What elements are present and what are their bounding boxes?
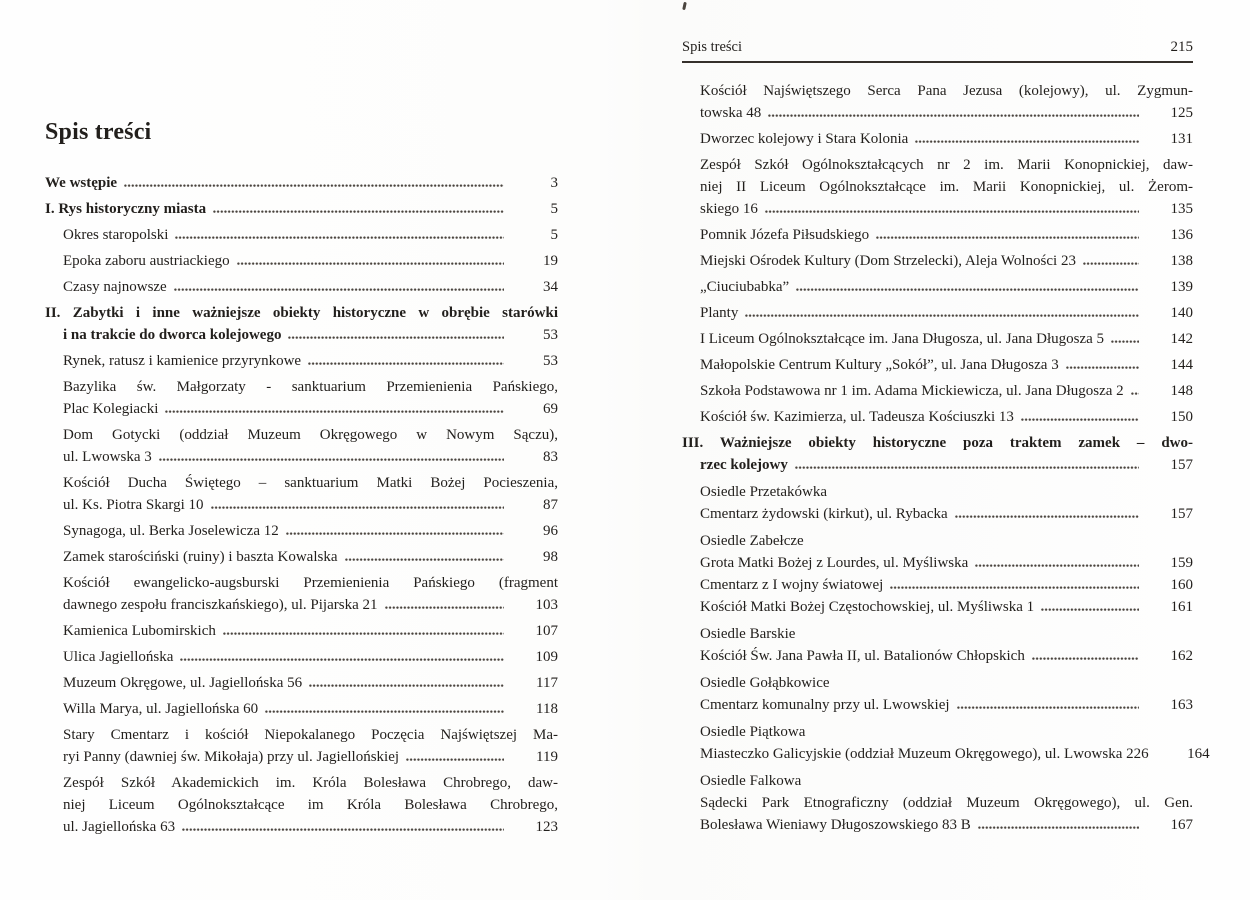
entry-page-number: 131	[1170, 131, 1193, 147]
entry-title: Pomnik Józefa Piłsudskiego	[700, 227, 870, 243]
toc-entry	[45, 672, 558, 694]
dotted-leader	[978, 824, 1139, 829]
entry-title-line: niej II Liceum Ogólnokształcące im. Marii Konopnickiej, ul. Żerom-	[700, 179, 1193, 195]
dotted-leader	[237, 260, 504, 265]
toc-entry	[45, 250, 558, 272]
entry-title-line: Kościół Ducha Świętego – sanktuarium Matki Bożej Pocieszenia,	[63, 475, 558, 491]
toc-entry	[682, 302, 1193, 324]
dotted-leader	[1021, 416, 1139, 421]
entry-title-line: Kościół ewangelicko-augsburski Przemienienia Pańskiego (fragment	[63, 575, 558, 591]
entry-page-number: 163	[1170, 697, 1193, 713]
dotted-leader	[915, 138, 1139, 143]
entry-title-line: Zespół Szkół Akademickich im. Króla Bolesława Chrobrego, daw-	[63, 775, 558, 791]
entry-title: Małopolskie Centrum Kultury „Sokół”, ul. Jana Długosza 3	[700, 357, 1059, 373]
scan-artifact	[682, 2, 687, 10]
toc-entry	[682, 432, 1193, 476]
entry-page-number: 5	[550, 201, 558, 217]
dotted-leader	[1131, 390, 1139, 395]
dotted-leader	[765, 208, 1139, 213]
dotted-leader	[406, 756, 504, 761]
entry-title: I Liceum Ogólnokształcące im. Jana Długosza, ul. Jana Długosza 5	[700, 331, 1105, 347]
toc-entries-right	[682, 80, 1210, 836]
entry-page-number: 139	[1170, 279, 1193, 295]
toc-entry	[45, 302, 558, 346]
entry-title: Ulica Jagiellońska	[63, 649, 174, 665]
toc-entry	[682, 128, 1193, 150]
entry-title: dawnego zespołu franciszkańskiego), ul. Pijarska 21	[63, 597, 378, 613]
entry-page-number: 135	[1170, 201, 1193, 217]
running-header	[682, 38, 1193, 63]
group-heading-text: Osiedle Gołąbkowice	[700, 675, 830, 691]
toc-entry	[45, 520, 558, 542]
entry-page-number: 53	[543, 353, 558, 369]
dotted-leader	[174, 286, 504, 291]
group-heading-text: Osiedle Piątkowa	[700, 724, 806, 740]
toc-entry	[45, 646, 558, 668]
toc-entry	[682, 596, 1193, 618]
toc-entry	[45, 724, 558, 768]
toc-entry	[682, 380, 1193, 402]
entry-page-number: 157	[1170, 457, 1193, 473]
entry-page-number: 123	[535, 819, 558, 835]
toc-entry	[45, 772, 558, 838]
toc-group-heading	[682, 623, 1193, 645]
dotted-leader	[182, 826, 504, 831]
dotted-leader	[345, 556, 504, 561]
entry-title: Cmentarz żydowski (kirkut), ul. Rybacka	[700, 506, 948, 522]
toc-entry	[682, 154, 1193, 220]
entry-title: Kamienica Lubomirskich	[63, 623, 216, 639]
entry-title: Miejski Ośrodek Kultury (Dom Strzelecki), Aleja Wolności 23	[700, 253, 1076, 269]
entry-page-number: 103	[535, 597, 558, 613]
toc-group-heading	[682, 481, 1193, 503]
toc-entry	[45, 698, 558, 720]
dotted-leader	[211, 504, 504, 509]
dotted-leader	[795, 464, 1139, 469]
entry-title-line: niej Liceum Ogólnokształcące im Króla Bolesława Chrobrego,	[63, 797, 558, 813]
entry-title: „Ciuciubabka”	[700, 279, 790, 295]
toc-group-heading	[682, 530, 1193, 552]
entry-page-number: 144	[1170, 357, 1193, 373]
entry-page-number: 157	[1170, 506, 1193, 522]
toc-entry	[45, 350, 558, 372]
entry-title: Grota Matki Bożej z Lourdes, ul. Myśliwska	[700, 555, 969, 571]
entry-title-line: II. Zabytki i inne ważniejsze obiekty historyczne w obrębie starówki	[45, 305, 558, 321]
dotted-leader	[1032, 655, 1139, 660]
toc-entry	[45, 572, 558, 616]
dotted-leader	[796, 286, 1139, 291]
entry-page-number: 107	[535, 623, 558, 639]
entry-title: towska 48	[700, 105, 762, 121]
toc-entry	[45, 620, 558, 642]
entry-title: Willa Marya, ul. Jagiellońska 60	[63, 701, 259, 717]
entry-title: ul. Lwowska 3	[63, 449, 152, 465]
entry-title: ul. Jagiellońska 63	[63, 819, 176, 835]
entry-page-number: 98	[543, 549, 558, 565]
toc-entry	[682, 574, 1193, 596]
entry-page-number: 109	[535, 649, 558, 665]
toc-group-heading	[682, 721, 1193, 743]
toc-entry	[682, 552, 1193, 574]
entry-title: Bolesława Wieniawy Długoszowskiego 83 B	[700, 817, 971, 833]
group-heading-text: Osiedle Barskie	[700, 626, 796, 642]
entry-title: I. Rys historyczny miasta	[45, 201, 207, 217]
entry-page-number: 87	[543, 497, 558, 513]
entry-title-line: III. Ważniejsze obiekty historyczne poza traktem zamek – dwo-	[682, 435, 1193, 451]
toc-heading: Spis treści	[45, 119, 152, 145]
dotted-leader	[768, 112, 1139, 117]
entry-page-number: 53	[543, 327, 558, 343]
toc-entry	[45, 472, 558, 516]
dotted-leader	[876, 234, 1139, 239]
toc-entry	[45, 198, 558, 220]
dotted-leader	[286, 530, 504, 535]
entry-title-line: Dom Gotycki (oddział Muzeum Okręgowego w Nowym Sączu),	[63, 427, 558, 443]
entry-title: ryi Panny (dawniej św. Mikołaja) przy ul. Jagiellońskiej	[63, 749, 400, 765]
entry-title-line: Kościół Najświętszego Serca Pana Jezusa (kolejowy), ul. Zygmun-	[700, 83, 1193, 99]
entry-title: Okres staropolski	[63, 227, 169, 243]
toc-entry	[682, 503, 1193, 525]
entry-title: Muzeum Okręgowe, ul. Jagiellońska 56	[63, 675, 303, 691]
entry-title-line: Zespół Szkół Ogólnokształcących nr 2 im. Marii Konopnickiej, daw-	[700, 157, 1193, 173]
dotted-leader	[308, 360, 504, 365]
entry-title: Czasy najnowsze	[63, 279, 167, 295]
entry-title: Cmentarz komunalny przy ul. Lwowskiej	[700, 697, 950, 713]
toc-entry	[682, 276, 1193, 298]
dotted-leader	[175, 234, 504, 239]
dotted-leader	[124, 182, 504, 187]
entry-page-number: 150	[1170, 409, 1193, 425]
entry-title: Zamek starościński (ruiny) i baszta Kowalska	[63, 549, 338, 565]
entry-page-number: 148	[1170, 383, 1193, 399]
entry-title: Synagoga, ul. Berka Joselewicza 12	[63, 523, 279, 539]
entry-page-number: 161	[1170, 599, 1193, 615]
running-header-title: Spis treści	[682, 39, 743, 55]
entry-title: i na trakcie do dworca kolejowego	[63, 327, 282, 343]
entry-page-number: 138	[1170, 253, 1193, 269]
toc-entry	[45, 276, 558, 298]
running-header-page-number: 215	[1170, 39, 1193, 55]
dotted-leader	[223, 630, 504, 635]
toc-entry	[682, 792, 1193, 836]
entry-title: ul. Ks. Piotra Skargi 10	[63, 497, 204, 513]
dotted-leader	[1083, 260, 1139, 265]
entry-page-number: 142	[1170, 331, 1193, 347]
entry-page-number: 96	[543, 523, 558, 539]
entry-title: Dworzec kolejowy i Stara Kolonia	[700, 131, 909, 147]
entry-page-number: 69	[543, 401, 558, 417]
entry-title: rzec kolejowy	[700, 457, 788, 473]
toc-entry	[45, 424, 558, 468]
toc-entry	[45, 546, 558, 568]
dotted-leader	[955, 513, 1139, 518]
toc-entry	[682, 406, 1193, 428]
toc-entry	[45, 376, 558, 420]
entry-page-number: 5	[550, 227, 558, 243]
entry-page-number: 19	[543, 253, 558, 269]
toc-entry	[682, 250, 1193, 272]
entry-page-number: 83	[543, 449, 558, 465]
toc-entry	[682, 743, 1210, 765]
dotted-leader	[890, 584, 1139, 589]
entry-page-number: 118	[536, 701, 558, 717]
entry-title: Kościół św. Kazimierza, ul. Tadeusza Kościuszki 13	[700, 409, 1014, 425]
entry-page-number: 117	[536, 675, 558, 691]
entry-title: Kościół Matki Bożej Częstochowskiej, ul. Myśliwska 1	[700, 599, 1035, 615]
entry-page-number: 167	[1170, 817, 1193, 833]
entry-title-line: Bazylika św. Małgorzaty - sanktuarium Przemienienia Pańskiego,	[63, 379, 558, 395]
group-heading-text: Osiedle Zabełcze	[700, 533, 804, 549]
dotted-leader	[1111, 338, 1139, 343]
dotted-leader	[165, 408, 504, 413]
dotted-leader	[1066, 364, 1139, 369]
dotted-leader	[385, 604, 505, 609]
entry-title: Cmentarz z I wojny światowej	[700, 577, 884, 593]
entry-title-line: Sądecki Park Etnograficzny (oddział Muzeum Okręgowego), ul. Gen.	[700, 795, 1193, 811]
entry-page-number: 160	[1170, 577, 1193, 593]
toc-entry	[682, 80, 1193, 124]
entry-page-number: 3	[550, 175, 558, 191]
toc-entry	[45, 224, 558, 246]
dotted-leader	[1041, 606, 1139, 611]
toc-entry	[682, 224, 1193, 246]
entry-title: Plac Kolegiacki	[63, 401, 159, 417]
dotted-leader	[265, 708, 504, 713]
entry-title-line: Stary Cmentarz i kościół Niepokalanego Poczęcia Najświętszej Ma-	[63, 727, 558, 743]
dotted-leader	[745, 312, 1139, 317]
entry-title: skiego 16	[700, 201, 758, 217]
dotted-leader	[309, 682, 504, 687]
entry-page-number: 125	[1170, 105, 1193, 121]
right-page	[682, 38, 1210, 836]
entry-title: We wstępie	[45, 175, 118, 191]
dotted-leader	[957, 704, 1139, 709]
toc-entry	[682, 354, 1193, 376]
toc-group-heading	[682, 770, 1193, 792]
entry-page-number: 140	[1170, 305, 1193, 321]
dotted-leader	[213, 208, 504, 213]
toc-entry	[682, 694, 1193, 716]
entry-page-number: 119	[536, 749, 558, 765]
toc-entries-left	[45, 172, 558, 838]
dotted-leader	[159, 456, 504, 461]
toc-entry	[45, 172, 558, 194]
entry-page-number: 159	[1170, 555, 1193, 571]
dotted-leader	[180, 656, 504, 661]
toc-entry	[682, 645, 1193, 667]
group-heading-text: Osiedle Przetakówka	[700, 484, 828, 500]
group-heading-text: Osiedle Falkowa	[700, 773, 802, 789]
entry-page-number: 34	[543, 279, 558, 295]
entry-title: Rynek, ratusz i kamienice przyrynkowe	[63, 353, 302, 369]
toc-entry	[682, 328, 1193, 350]
dotted-leader	[975, 562, 1139, 567]
entry-title: Miasteczko Galicyjskie (oddział Muzeum Okręgowego), ul. Lwowska 226	[700, 746, 1149, 762]
entry-title: Epoka zaboru austriackiego	[63, 253, 230, 269]
toc-group-heading	[682, 672, 1193, 694]
entry-title: Planty	[700, 305, 739, 321]
entry-title: Kościół Św. Jana Pawła II, ul. Batalionów Chłopskich	[700, 648, 1025, 664]
entry-page-number: 164	[1187, 746, 1210, 762]
left-page	[45, 118, 558, 842]
entry-page-number: 136	[1170, 227, 1193, 243]
entry-page-number: 162	[1170, 648, 1193, 664]
dotted-leader	[288, 334, 504, 339]
entry-title: Szkoła Podstawowa nr 1 im. Adama Mickiewicza, ul. Jana Długosza 2	[700, 383, 1124, 399]
